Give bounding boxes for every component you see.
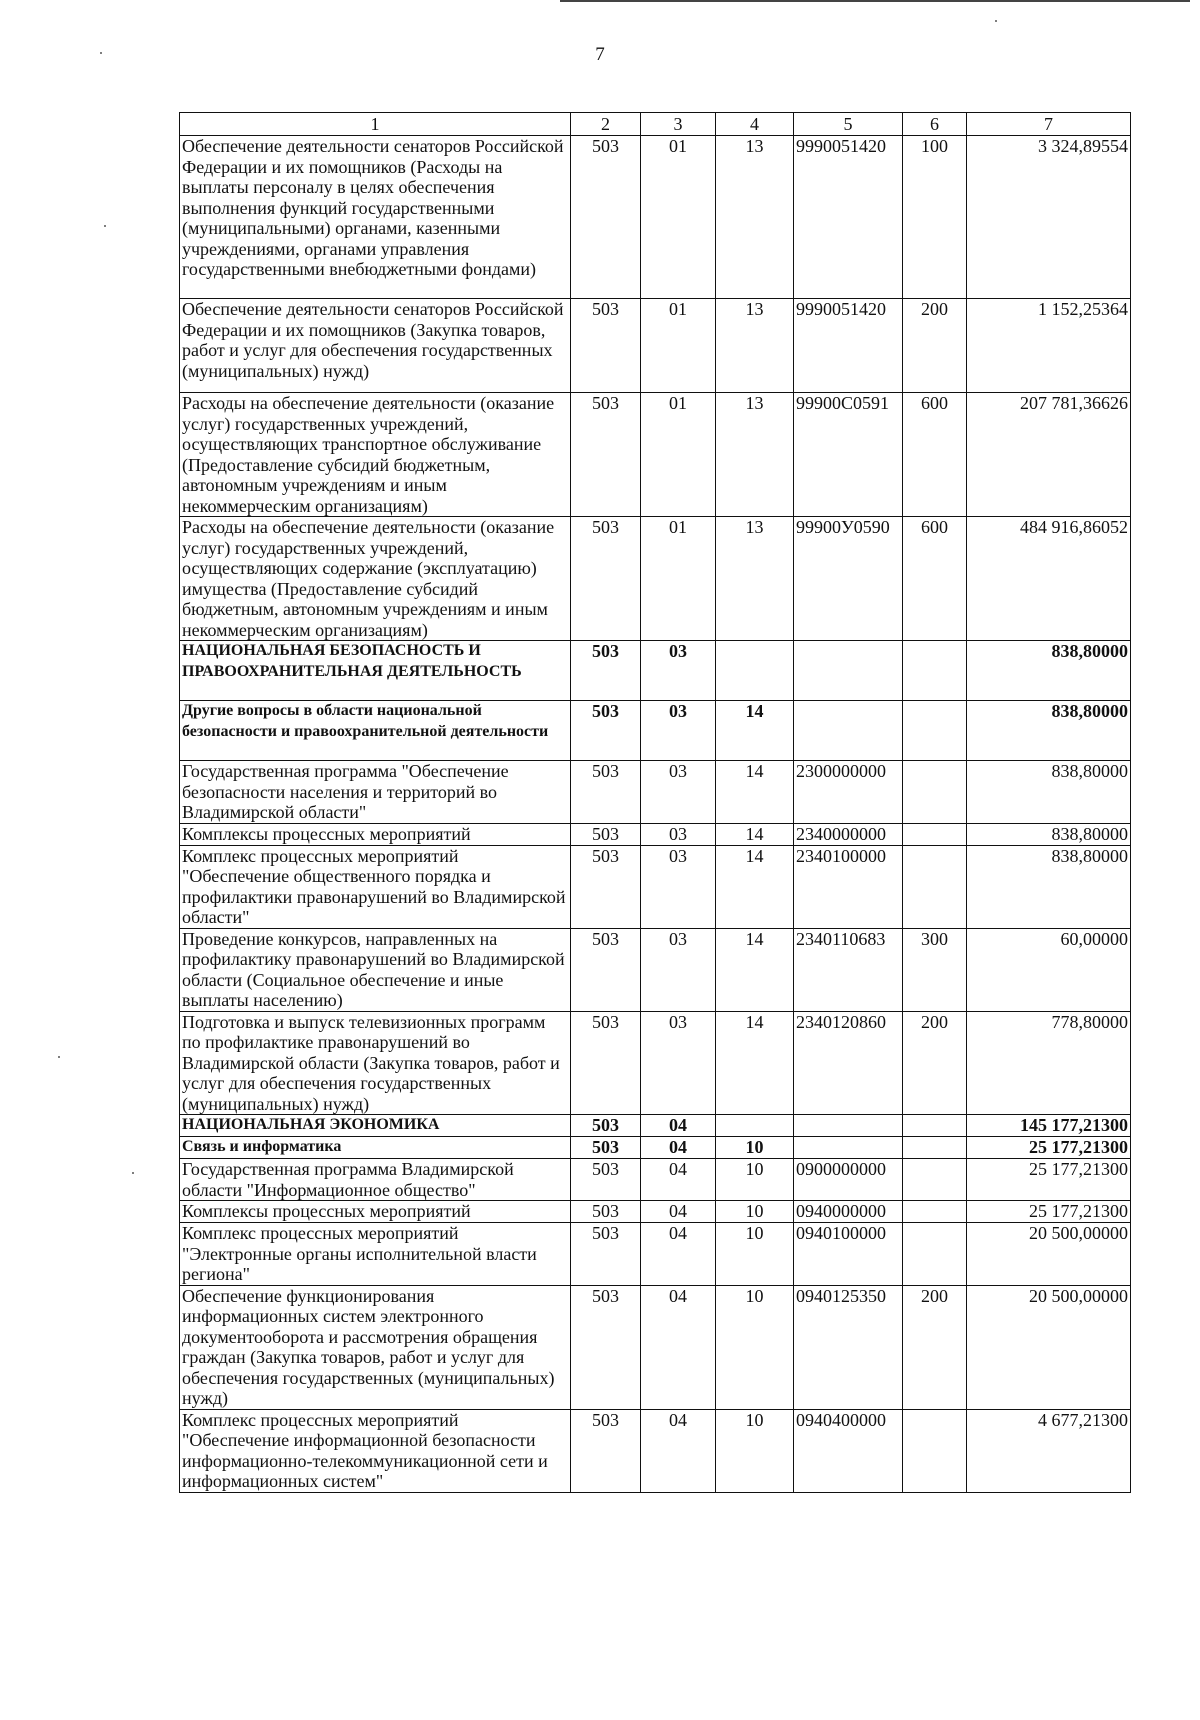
row-section-code: 03 [641,701,716,761]
header-col-6: 6 [903,113,967,136]
row-ved-code: 503 [571,1115,641,1137]
row-subsection-code [716,1115,794,1137]
row-amount: 25 177,21300 [967,1201,1131,1223]
row-ved-code: 503 [571,641,641,701]
scan-speck [104,225,106,227]
header-col-5: 5 [794,113,903,136]
row-target-article: 99900У0590 [794,517,903,641]
row-ved-code: 503 [571,136,641,299]
row-subsection-code: 14 [716,701,794,761]
row-expense-type [903,1201,967,1223]
row-name: Комплекс процессных мероприятий "Обеспечение информационной безопасности информационно-телекоммуникационной сети и информационных систем" [180,1409,571,1492]
row-name: Комплексы процессных мероприятий [180,823,571,845]
row-ved-code: 503 [571,299,641,393]
row-name: Расходы на обеспечение деятельности (оказание услуг) государственных учреждений, осуществляющих содержание (эксплуатацию) имущества (Предоставление субсидий бюджетным, автономным учреждениям и иным некоммерческим организациям) [180,517,571,641]
row-amount: 145 177,21300 [967,1115,1131,1137]
row-amount: 838,80000 [967,823,1131,845]
table-row [180,928,1131,1011]
row-target-article: 0940125350 [794,1285,903,1409]
row-subsection-code: 13 [716,517,794,641]
row-expense-type: 200 [903,299,967,393]
row-expense-type [903,761,967,824]
row-section-code: 03 [641,761,716,824]
table-row [180,845,1131,928]
table-row [180,823,1131,845]
row-expense-type: 600 [903,393,967,517]
header-col-7: 7 [967,113,1131,136]
row-section-code: 03 [641,641,716,701]
row-target-article: 9990051420 [794,299,903,393]
table-row [180,1223,1131,1286]
budget-table [179,112,1131,1493]
row-target-article: 2340100000 [794,845,903,928]
table-row [180,393,1131,517]
row-section-code: 01 [641,517,716,641]
row-expense-type [903,1159,967,1201]
row-expense-type [903,1115,967,1137]
table-row [180,299,1131,393]
row-target-article [794,701,903,761]
row-amount: 20 500,00000 [967,1285,1131,1409]
row-name: Связь и информатика [180,1137,571,1159]
row-section-code: 01 [641,136,716,299]
row-subsection-code: 10 [716,1201,794,1223]
row-subsection-code [716,641,794,701]
row-amount: 838,80000 [967,641,1131,701]
row-target-article: 0900000000 [794,1159,903,1201]
table-row [180,1137,1131,1159]
scan-speck [58,1056,60,1058]
table-row [180,1409,1131,1492]
row-amount: 3 324,89554 [967,136,1131,299]
header-col-3: 3 [641,113,716,136]
row-expense-type: 100 [903,136,967,299]
row-amount: 838,80000 [967,761,1131,824]
table-row [180,517,1131,641]
row-subsection-code: 13 [716,393,794,517]
header-col-1: 1 [180,113,571,136]
row-target-article: 0940100000 [794,1223,903,1286]
row-target-article: 2340120860 [794,1011,903,1115]
row-target-article: 0940400000 [794,1409,903,1492]
row-expense-type [903,641,967,701]
row-expense-type [903,1223,967,1286]
row-expense-type [903,823,967,845]
row-name: Проведение конкурсов, направленных на профилактику правонарушений во Владимирской области (Социальное обеспечение и иные выплаты населению) [180,928,571,1011]
row-target-article [794,641,903,701]
row-subsection-code: 10 [716,1223,794,1286]
scan-speck [132,1172,134,1174]
row-section-code: 03 [641,823,716,845]
row-amount: 20 500,00000 [967,1223,1131,1286]
row-name: Другие вопросы в области национальной безопасности и правоохранительной деятельности [180,701,571,761]
row-ved-code: 503 [571,1285,641,1409]
row-subsection-code: 14 [716,845,794,928]
table-row [180,641,1131,701]
row-ved-code: 503 [571,393,641,517]
row-name: Комплекс процессных мероприятий "Обеспечение общественного порядка и профилактики правонарушений во Владимирской области" [180,845,571,928]
row-amount: 25 177,21300 [967,1159,1131,1201]
row-amount: 838,80000 [967,845,1131,928]
row-name: НАЦИОНАЛЬНАЯ ЭКОНОМИКА [180,1115,571,1137]
row-expense-type [903,845,967,928]
table-row [180,1011,1131,1115]
row-expense-type [903,1137,967,1159]
row-ved-code: 503 [571,701,641,761]
row-section-code: 04 [641,1223,716,1286]
row-name: Государственная программа Владимирской области "Информационное общество" [180,1159,571,1201]
row-amount: 60,00000 [967,928,1131,1011]
row-subsection-code: 10 [716,1159,794,1201]
table-row [180,1159,1131,1201]
row-ved-code: 503 [571,823,641,845]
header-col-4: 4 [716,113,794,136]
row-amount: 1 152,25364 [967,299,1131,393]
table-row [180,1285,1131,1409]
row-amount: 778,80000 [967,1011,1131,1115]
row-ved-code: 503 [571,761,641,824]
table-row [180,761,1131,824]
row-expense-type: 600 [903,517,967,641]
row-section-code: 01 [641,393,716,517]
scan-speck [995,20,997,22]
row-name: Обеспечение деятельности сенаторов Российской Федерации и их помощников (Расходы на выплаты персоналу в целях обеспечения выполнения функций государственными (муниципальными) органами, казенными учреждениями, органами управления государственными внебюджетными фондами) [180,136,571,299]
page-number: 7 [595,44,605,65]
row-amount: 25 177,21300 [967,1137,1131,1159]
row-section-code: 04 [641,1137,716,1159]
row-section-code: 04 [641,1201,716,1223]
row-subsection-code: 14 [716,928,794,1011]
row-section-code: 01 [641,299,716,393]
row-target-article: 9990051420 [794,136,903,299]
row-target-article [794,1115,903,1137]
table-row [180,1201,1131,1223]
row-section-code: 03 [641,928,716,1011]
table-row [180,701,1131,761]
row-amount: 207 781,36626 [967,393,1131,517]
row-section-code: 04 [641,1159,716,1201]
row-subsection-code: 13 [716,136,794,299]
row-ved-code: 503 [571,1223,641,1286]
row-target-article: 2340110683 [794,928,903,1011]
header-col-2: 2 [571,113,641,136]
row-name: Подготовка и выпуск телевизионных программ по профилактике правонарушений во Владимирской области (Закупка товаров, работ и услуг для обеспечения государственных (муниципальных) нужд) [180,1011,571,1115]
row-ved-code: 503 [571,845,641,928]
row-ved-code: 503 [571,1011,641,1115]
row-expense-type: 200 [903,1285,967,1409]
row-name: Обеспечение деятельности сенаторов Российской Федерации и их помощников (Закупка товаров, работ и услуг для обеспечения государственных (муниципальных) нужд) [180,299,571,393]
row-name: Государственная программа "Обеспечение безопасности населения и территорий во Владимирской области" [180,761,571,824]
row-ved-code: 503 [571,1159,641,1201]
row-target-article [794,1137,903,1159]
row-subsection-code: 10 [716,1137,794,1159]
row-name: Расходы на обеспечение деятельности (оказание услуг) государственных учреждений, осуществляющих транспортное обслуживание (Предоставление субсидий бюджетным, автономным учреждениям и иным некоммерческим организациям) [180,393,571,517]
row-section-code: 04 [641,1285,716,1409]
row-name: НАЦИОНАЛЬНАЯ БЕЗОПАСНОСТЬ И ПРАВООХРАНИТЕЛЬНАЯ ДЕЯТЕЛЬНОСТЬ [180,641,571,701]
row-section-code: 03 [641,845,716,928]
table-row [180,136,1131,299]
row-subsection-code: 14 [716,761,794,824]
row-expense-type: 300 [903,928,967,1011]
table-row [180,1115,1131,1137]
row-subsection-code: 10 [716,1285,794,1409]
row-amount: 4 677,21300 [967,1409,1131,1492]
header-row [180,113,1131,136]
row-expense-type: 200 [903,1011,967,1115]
row-target-article: 0940000000 [794,1201,903,1223]
row-ved-code: 503 [571,1201,641,1223]
row-amount: 838,80000 [967,701,1131,761]
row-amount: 484 916,86052 [967,517,1131,641]
row-ved-code: 503 [571,1409,641,1492]
row-ved-code: 503 [571,928,641,1011]
row-subsection-code: 14 [716,823,794,845]
row-subsection-code: 14 [716,1011,794,1115]
scan-edge-line [560,0,1190,2]
row-target-article: 2300000000 [794,761,903,824]
row-name: Обеспечение функционирования информационных систем электронного документооборота и рассмотрения обращения граждан (Закупка товаров, работ и услуг для обеспечения государственных (муниципальных) нужд) [180,1285,571,1409]
row-target-article: 99900С0591 [794,393,903,517]
row-section-code: 04 [641,1115,716,1137]
row-target-article: 2340000000 [794,823,903,845]
row-expense-type [903,1409,967,1492]
row-subsection-code: 13 [716,299,794,393]
row-section-code: 03 [641,1011,716,1115]
row-ved-code: 503 [571,1137,641,1159]
row-name: Комплекс процессных мероприятий "Электронные органы исполнительной власти региона" [180,1223,571,1286]
row-section-code: 04 [641,1409,716,1492]
row-subsection-code: 10 [716,1409,794,1492]
row-expense-type [903,701,967,761]
row-ved-code: 503 [571,517,641,641]
row-name: Комплексы процессных мероприятий [180,1201,571,1223]
